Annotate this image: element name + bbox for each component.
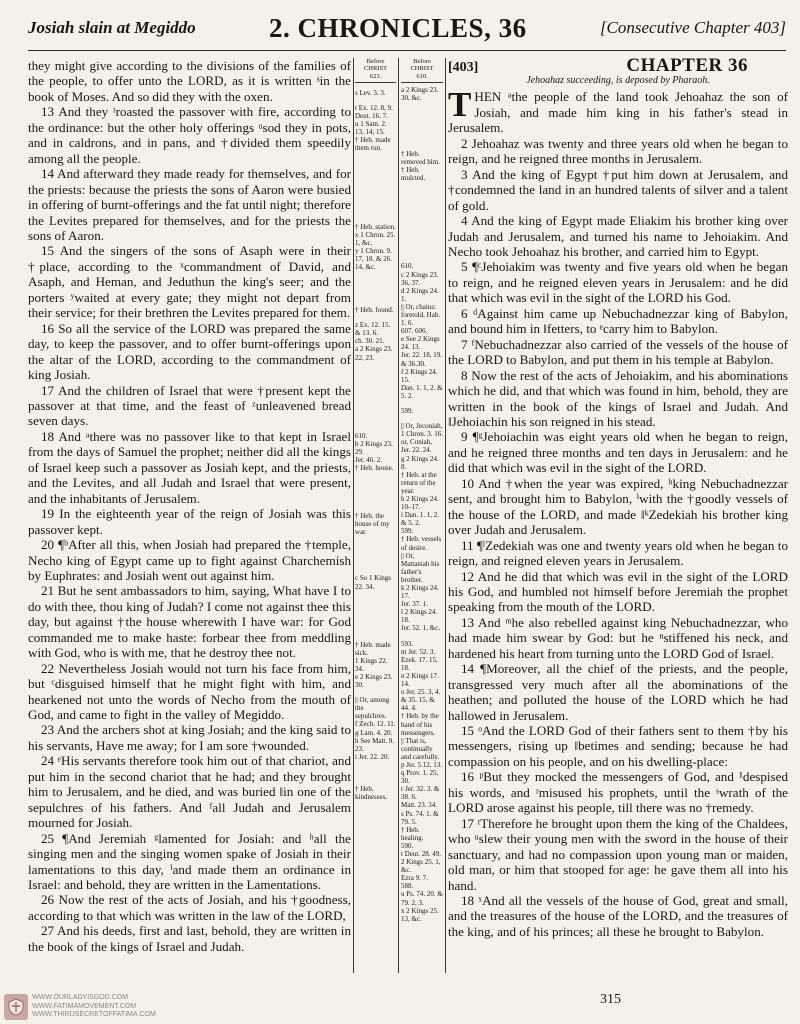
verse-paragraph: 17 ᵗTherefore he brought upon them the king of the Chaldees, who ᵘslew their young men with the sword in the house of their sanctuary, and had no compassion upon young man or maiden, old man, or him that stooped for age: he gave them all into his hand. [448, 815, 788, 893]
verse-paragraph: 24 ᵉHis servants therefore took him out of that chariot, and put him in the second chariot that he had; and they brought him to Jerusalem, and he died, and was buried ‖in one of the sepulchres of his fathers. And ᶠall Judah and Jerusalem mourned for Josiah. [28, 753, 351, 831]
verse-paragraph: 16 ᵖBut they mocked the messengers of God, and ¹despised his words, and ʳmisused his prophets, until the ˢwrath of the LORD arose against his people, till there was no †remedy. [448, 769, 788, 816]
marginal-note: † Heb. made sick. 1 Kings 22. 34. e 2 Kings 23. 30. [355, 640, 393, 690]
shield-icon [8, 998, 24, 1016]
marginal-note: c So 1 Kings 22. 34. [355, 574, 391, 591]
verse-paragraph: 20 ¶ᵇAfter all this, when Josiah had prepared the †temple, Necho king of Egypt came up to fight against Charchemish by Euphrates: and Josiah went out against him. [28, 537, 351, 583]
verse-paragraph: 17 And the children of Israel that were †present kept the passover at that time, and the feast of ᶻunleavened bread seven days. [28, 382, 351, 429]
marginal-note: || Or, Jeconiah, 1 Chron. 3. 16. or, Coniah, Jer. 22. 24. g 2 Kings 24. 8. † Heb. at the return of the year. h 2 Kings 24. 10–17. i Dan. 1. 1, 2. & 5. 2. 599. † Heb. vessels of desire. || Or, Mattaniah his father's brother. k 2 Kings 24. 17. Jer. 37. 1. l 2 Kings 24. 18. Jer. 52. 1, &c. [401, 422, 443, 633]
verse-paragraph: 4 And the king of Egypt made Eliakim his brother king over Judah and Jerusalem, and turned his name to Jehoiakim. And Necho took Jehoahaz his brother, and carried him to Egypt. [448, 213, 788, 259]
verse-paragraph: 7 ᶠNebuchadnezzar also carried of the vessels of the house of the LORD to Babylon, and put them in his temple at Babylon. [448, 336, 788, 368]
before-christ-date: Before CHRIST 610. [401, 58, 443, 83]
consecutive-chapter-label: [Consecutive Chapter 403] [599, 18, 786, 37]
website-link[interactable]: WWW.FATIMAMOVEMENT.COM [32, 1002, 137, 1010]
verse-paragraph: 15 ᵒAnd the LORD God of their fathers sent to them †by his messengers, rising up ‖betimes and sending; because he had compassion on his people, and on his dwelling-place: [448, 723, 788, 769]
verse-paragraph: 16 So all the service of the LORD was prepared the same day, to keep the passover, and to offer burnt-offerings upon the altar of the LORD, according to the commandment of king Josiah. [28, 320, 351, 383]
verse-paragraph: 22 Nevertheless Josiah would not turn his face from him, but ᶜdisguised himself that he might fight with him, and hearkened not unto the words of Necho from the mouth of God, and came to fight in the valley of Megiddo. [28, 660, 351, 723]
left-text-column [28, 58, 351, 988]
marginal-note: a 2 Kings 23. 30, &c. [401, 85, 439, 102]
column-divider [353, 58, 354, 973]
verse-paragraph: 14 ¶Moreover, all the chief of the priests, and the people, transgressed very much after all the abominations of the heathen; and polluted the house of the LORD which he had hallowed in Jerusalem. [448, 661, 788, 723]
column-divider [398, 58, 399, 973]
drop-cap: T [448, 85, 472, 125]
verse-paragraph: 23 And the archers shot at king Josiah; and the king said to his servants, Have me away; for I am sore †wounded. [28, 722, 351, 753]
marginal-note: s Lev. 3. 3. [355, 88, 386, 97]
marginal-references-right [401, 58, 443, 978]
verse-paragraph: 6 ᵈAgainst him came up Nebuchadnezzar king of Babylon, and bound him in ‖fetters, to ᵉcarry him to Babylon. [448, 305, 788, 337]
marginal-note: † Heb. kindnesses. [355, 784, 388, 802]
chapter-summary: Jehoahaz succeeding, is deposed by Pharaoh. [526, 75, 710, 87]
verse-paragraph: 27 And his deeds, first and last, behold, they are written in the book of the kings of Israel and Judah. [28, 923, 351, 954]
verse-paragraph: 11 ¶ˡZedekiah was one and twenty years old when he began to reign, and reigned eleven years in Jerusalem. [448, 537, 788, 569]
verse-paragraph: 18 And ᵃthere was no passover like to that kept in Israel from the days of Samuel the prophet; neither did all the kings of Israel keep such a passover as Josiah kept, and the priests, and the Levites, and all Judah and Israel that were present, and the inhabitants of Jerusalem. [28, 428, 351, 506]
right-text-column [448, 58, 788, 978]
verse-paragraph: 3 And the king of Egypt †put him down at Jerusalem, and †condemned the land in an hundred talents of silver and a talent of gold. [448, 166, 788, 213]
verse-paragraph: 14 And afterward they made ready for themselves, and for the priests: because the priests the sons of Aaron were busied in offering of burnt-offerings and the fat until night; therefore the Levites prepared for themselves, and for the priests the sons of Aaron. [28, 166, 351, 243]
running-title-left: Josiah slain at Megiddo [28, 18, 196, 37]
verse-paragraph: 21 But he sent ambassadors to him, saying, What have I to do with thee, thou king of Judah? I come not against thee this day, but against †the house wherewith I have war: for God commanded me to make haste: forbear thee from meddling with God, who is with me, that he destroy thee not. [28, 583, 351, 661]
seal-icon [4, 994, 28, 1020]
marginal-note: z Ex. 12. 15. & 13. 6. ch. 30. 21. a 2 Kings 23. 22, 23. [355, 321, 393, 362]
chapter-heading [448, 58, 788, 75]
verse-paragraph: 26 Now the rest of the acts of Josiah, and his †goodness, according to that which was written in the law of the LORD, [28, 892, 351, 923]
marginal-note: 610. c 2 Kings 23. 36, 37. d 2 Kings 24. 1. || Or, chains: foretold, Hab. 1. 6. 607. 606. e See 2 Kings 24. 13. Jer. 22. 18, 19. & 36.30. f 2 Kings 24. 15. Dan. 1. 1, 2. & 5. 2. [401, 262, 443, 400]
marginal-note: t Ex. 12. 8, 9. Deut. 16. 7. u 1 Sam. 2. 13, 14, 15. † Heb. made them run. [355, 103, 393, 153]
verse-text: HEN ᵃthe people of the land took Jehoahaz the son of Josiah, and made him king in his father's stead in Jerusalem. [448, 89, 788, 136]
column-divider [445, 58, 446, 973]
verse-paragraph: 25 ¶And Jeremiah ᵍlamented for Josiah: and ʰall the singing men and the singing women spake of Josiah in their lamentations to this day, ⁱand made them an ordinance in Israel: and behold, they are written in the Lamentations. [28, 830, 351, 893]
marginal-note: 599. [401, 407, 414, 416]
verse-paragraph: 5 ¶ᶜJehoiakim was twenty and five years old when he began to reign, and he reigned eleven years in Jerusalem: and he did that which was evil in the sight of the LORD his God. [448, 259, 788, 306]
book-chapter-title: 2. CHRONICLES, 36 [269, 12, 527, 43]
page-footer [0, 990, 800, 1024]
marginal-note: † Heb. the house of my war. [355, 512, 390, 537]
page-number: 315 [600, 992, 621, 1007]
running-header [28, 6, 786, 51]
verse-paragraph: 19 In the eighteenth year of the reign of Josiah was this passover kept. [28, 506, 351, 537]
marginal-note: † Heb. removed him. † Heb. mulcted. [401, 150, 440, 183]
verse-paragraph: 2 Jehoahaz was twenty and three years old when he began to reign, and he reigned three months in Jerusalem. [448, 135, 788, 167]
verse-paragraph: 8 Now the rest of the acts of Jehoiakim, and his abominations which he did, and that which was found in him, behold, they are written in the book of the kings of Israel and Judah. And ‖Jehoiachin his son reigned in his stead. [448, 367, 788, 429]
marginal-note: || Or, among the sepulchres. f Zech. 12. 11. g Lam. 4. 20. h See Matt. 9. 23. i Jer. 22. 20. [355, 696, 396, 761]
verse-paragraph: 12 And he did that which was evil in the sight of the LORD his God, and humbled not himself before Jeremiah the prophet speaking from the mouth of the LORD. [448, 568, 788, 615]
verse-paragraph: 10 And †when the year was expired, ʰking Nebuchadnezzar sent, and brought him to Babylon, ⁱwith the †goodly vessels of the house of the LORD, and made ‖ᵏZedekiah his brother king over Judah and Jerusalem. [448, 475, 788, 538]
verse-paragraph: 9 ¶ᵍJehoiachin was eight years old when he began to reign, and he reigned three months and ten days in Jerusalem: and he did that which was evil in the sight of the LORD. [448, 429, 788, 476]
chapter-title: CHAPTER 36 [626, 58, 748, 76]
marginal-note: 610. b 2 Kings 23. 29. Jer. 46. 2. † Heb. house. [355, 431, 394, 473]
marginal-note: † Heb. station. x 1 Chron. 25. 1, &c. y 1 Chron. 9. 17, 18. & 26. 14, &c. [355, 222, 396, 272]
website-link[interactable]: WWW.OURLADYISGOD.COM [32, 994, 129, 1001]
verse-paragraph: 15 And the singers of the sons of Asaph were in their †place, according to the ˣcommandment of David, and Asaph, and Heman, and Jeduthun the king's seer; and the porters ʸwaited at every gate; they might not depart from their service; for their brethren the Levites prepared for them. [28, 243, 351, 321]
verse-paragraph: 13 And ᵐhe also rebelled against king Nebuchadnezzar, who had made him swear by God: but he ⁿstiffened his neck, and hardened his heart from turning unto the LORD God of Israel. [448, 614, 788, 661]
verse-paragraph: 18 ˣAnd all the vessels of the house of God, great and small, and the treasures of the house of the LORD, and the treasures of the king, and of his princes; all these he brought to Babylon. [448, 893, 788, 939]
website-link[interactable]: WWW.THIRDSECRETOFFATIMA.COM [32, 1011, 156, 1018]
verse-paragraph [448, 85, 788, 136]
marginal-note: 593. m Jer. 52. 3. Ezek. 17. 15, 18. n 2 Kings 17. 14. o Jer. 25. 3, 4. & 35. 15. & 44. 4. † Heb. by the hand of his messengers. || That is, continually and carefully. p Jer. 5.12, 13. q Prov. 1. 25, 30. r Jer. 32. 3. & 38. 6. Matt. 23. 34. s Ps. 74. 1. & 79. 5. † Heb. healing. 590. t Deut. 28. 49. 2 Kings 25. 1, &c. Ezra 9. 7. 588. u Ps. 74. 20. & 79. 2, 3. x 2 Kings 25. 13, &c. [401, 639, 443, 923]
before-christ-date: Before CHRIST 623. [355, 58, 396, 83]
marginal-references-left [355, 58, 396, 978]
marginal-note: † Heb. found. [355, 306, 394, 315]
website-list [32, 994, 156, 1020]
verse-paragraph: 13 And they ᵗroasted the passover with fire, according to the ordinance: but the other holy offerings ᵘsod they in pots, and in caldrons, and in pans, and †divided them speedily among all the people. [28, 104, 351, 166]
chapter-number: [403] [448, 60, 479, 75]
verse-paragraph: they might give according to the divisions of the families of the people, to offer unto the LORD, as it is written ˢin the book of Moses. And so did they with the oxen. [28, 58, 351, 104]
